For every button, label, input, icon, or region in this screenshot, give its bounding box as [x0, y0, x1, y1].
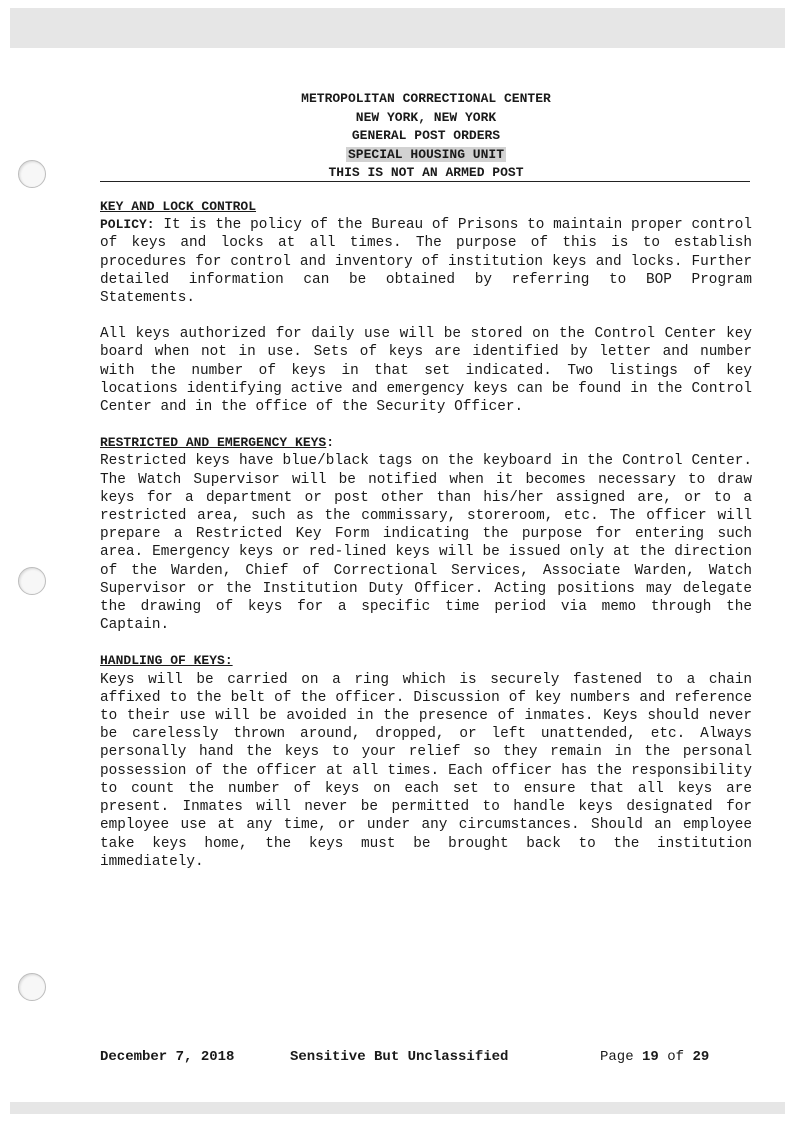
section-handling-keys	[100, 652, 752, 870]
header-orders-title: GENERAL POST ORDERS	[351, 128, 501, 143]
page-current: 19	[642, 1049, 659, 1065]
section-heading-handling-keys: HANDLING OF KEYS:	[100, 653, 233, 669]
document-header	[0, 90, 795, 183]
footer-classification: Sensitive But Unclassified	[290, 1049, 509, 1065]
header-location: NEW YORK, NEW YORK	[355, 109, 497, 125]
policy-label: POLICY:	[100, 217, 155, 233]
document-footer	[100, 1049, 740, 1069]
restricted-heading-colon: :	[326, 435, 335, 451]
section-heading-key-lock-control: KEY AND LOCK CONTROL	[100, 199, 257, 214]
document-body	[100, 198, 752, 889]
footer-date: December 7, 2018	[100, 1049, 235, 1065]
restricted-heading-line	[100, 434, 752, 452]
punch-hole-bottom	[18, 973, 46, 1001]
header-divider	[100, 181, 750, 182]
header-armed-status: THIS IS NOT AN ARMED POST	[328, 165, 524, 180]
restricted-keys-paragraph: Restricted keys have blue/black tags on the keyboard in the Control Center. The Watch Supervisor will be notified when it becomes necessary to draw keys for a department or post other than his/her assigned are, or to a restricted area, such as the commissary, storeroom, etc. The officer will prepare a Restricted Key Form indicating the purpose for entering such area. Emergency keys or red-lined keys will be issued only at the direction of the Warden, Chief of Correctional Services, Associate Warden, Watch Supervisor or the Institution Duty Officer. Acting positions may delegate the drawing of keys for a specific time period via memo through the Captain.	[100, 453, 752, 634]
page-total: 29	[692, 1049, 710, 1065]
page-mid: of	[658, 1049, 693, 1065]
scan-border-bottom	[10, 1102, 785, 1114]
policy-paragraph	[100, 216, 752, 307]
key-storage-paragraph: All keys authorized for daily use will be stored on the Control Center key board when not in use. Sets of keys are identified by letter and number with the number of keys in that set indicated. Two listings of key locations identifying active and emergency keys can be found in the Control Center and in the office of the Security Officer.	[100, 326, 752, 416]
page-prefix: Page	[600, 1049, 643, 1065]
handling-keys-paragraph: Keys will be carried on a ring which is securely fastened to a chain affixed to the belt of the officer. Discussion of key numbers and reference to their use will be avoided in the presence of inmates. Keys should never be carelessly thrown around, dropped, or left unattended, etc. Always personally hand the keys to your relief so they remain in the personal possession of the officer at all times. Each officer has the responsibility to count the number of keys on each set to ensure that all keys are present. Inmates will never be permitted to handle keys designated for employee use at any time, or under any circumstances. Should an employee take keys home, the keys must be brought back to the institution immediately.	[100, 671, 752, 870]
section-heading-restricted-keys: RESTRICTED AND EMERGENCY KEYS	[100, 435, 327, 451]
footer-page-number	[600, 1049, 709, 1065]
policy-text: It is the policy of the Bureau of Prisons to maintain proper control of keys and locks at all times. The purpose of this is to establish procedures for control and inventory of institution keys and locks. Further detailed information can be obtained by referring to BOP Program Statements.	[100, 217, 752, 307]
section-restricted-keys	[100, 434, 752, 634]
header-unit	[0, 146, 795, 165]
header-institution: METROPOLITAN CORRECTIONAL CENTER	[301, 91, 551, 106]
punch-hole-middle	[18, 567, 46, 595]
scan-border-top	[10, 8, 785, 48]
header-unit-highlight: SPECIAL HOUSING UNIT	[347, 146, 505, 162]
